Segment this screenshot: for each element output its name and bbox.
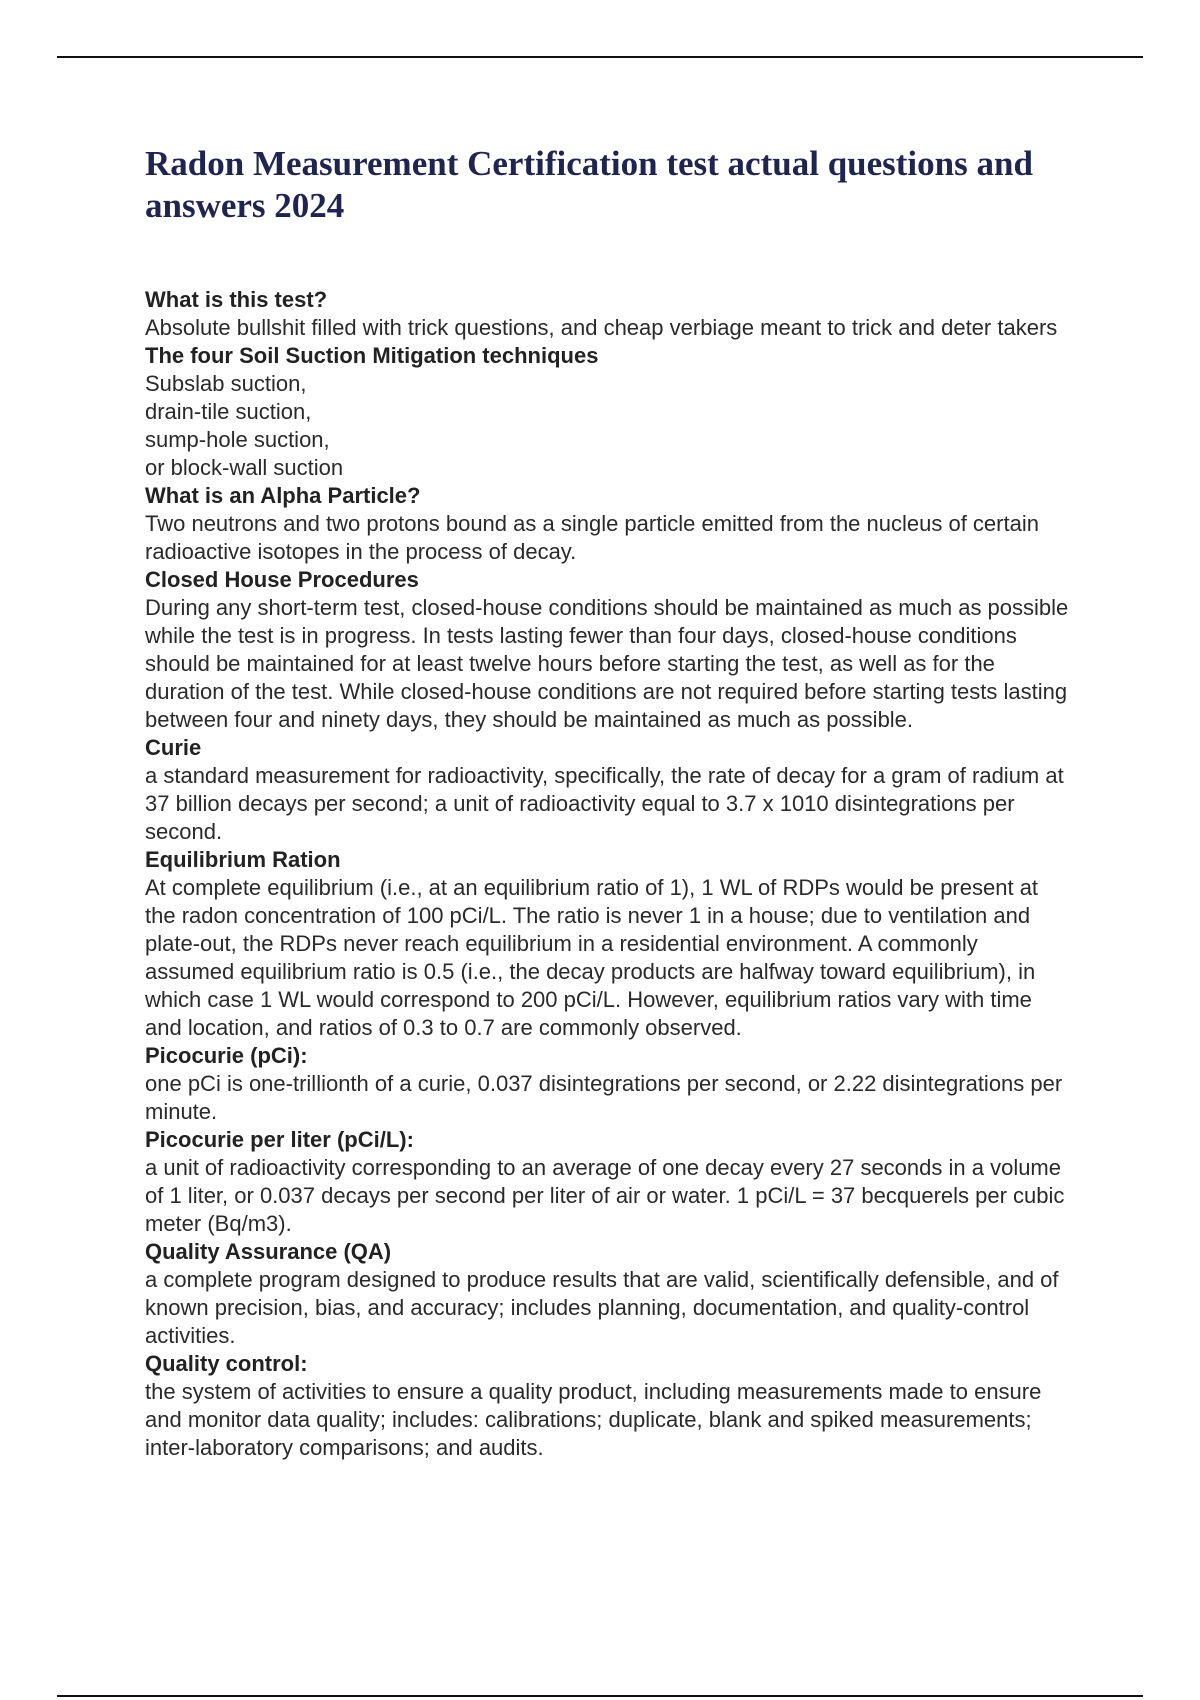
answer-line: a standard measurement for radioactivity, specifically, the rate of decay for a gram of radium at 37 billion decays per second; a unit of radioactivity equal to 3.7 x 1010 disintegrations per second. [145, 763, 1064, 844]
header-rule [57, 56, 1143, 58]
answer-text [145, 874, 1070, 1042]
answer-line: sump-hole suction, [145, 427, 330, 452]
qa-entry [145, 846, 1070, 1042]
question-term: Picocurie (pCi): [145, 1043, 308, 1068]
qa-entry [145, 1350, 1070, 1462]
question-term: What is this test? [145, 287, 328, 312]
answer-text [145, 1154, 1070, 1238]
answer-text [145, 370, 1070, 482]
question-term: Curie [145, 735, 202, 760]
qa-entry [145, 342, 1070, 482]
answer-line: At complete equilibrium (i.e., at an equilibrium ratio of 1), 1 WL of RDPs would be present at the radon concentration of 100 pCi/L. The ratio is never 1 in a house; due to ventilation and plate-out, the RDPs never reach equilibrium in a residential environment. A commonly assumed equilibrium ratio is 0.5 (i.e., the decay products are halfway toward equilibrium), in which case 1 WL would correspond to 200 pCi/L. However, equilibrium ratios vary with time and location, and ratios of 0.3 to 0.7 are commonly observed. [145, 875, 1039, 1040]
qa-entry [145, 1238, 1070, 1350]
question-term: Picocurie per liter (pCi/L): [145, 1127, 414, 1152]
answer-text [145, 1070, 1070, 1126]
qa-list [145, 286, 1070, 1462]
qa-entry [145, 566, 1070, 734]
answer-line: Absolute bullshit filled with trick questions, and cheap verbiage meant to trick and deter takers [145, 315, 1058, 340]
answer-line: Subslab suction, [145, 371, 307, 396]
question-term: What is an Alpha Particle? [145, 483, 421, 508]
answer-text [145, 1378, 1070, 1462]
answer-line: the system of activities to ensure a quality product, including measurements made to ensure and monitor data quality; includes: calibrations; duplicate, blank and spiked measurements; inter-laboratory comparisons; and audits. [145, 1379, 1042, 1460]
answer-line: a complete program designed to produce results that are valid, scientifically defensible, and of known precision, bias, and accuracy; includes planning, documentation, and quality-control activities. [145, 1267, 1059, 1348]
answer-line: a unit of radioactivity corresponding to an average of one decay every 27 seconds in a volume of 1 liter, or 0.037 decays per second per liter of air or water. 1 pCi/L = 37 becquerels per cubic meter (Bq/m3). [145, 1155, 1065, 1236]
answer-text [145, 510, 1070, 566]
qa-entry [145, 286, 1070, 342]
answer-line: one pCi is one-trillionth of a curie, 0.037 disintegrations per second, or 2.22 disintegrations per minute. [145, 1071, 1063, 1124]
question-term: The four Soil Suction Mitigation techniques [145, 343, 599, 368]
qa-entry [145, 1126, 1070, 1238]
answer-text [145, 314, 1070, 342]
answer-line: drain-tile suction, [145, 399, 312, 424]
question-term: Quality Assurance (QA) [145, 1239, 392, 1264]
answer-line: Two neutrons and two protons bound as a single particle emitted from the nucleus of certain radioactive isotopes in the process of decay. [145, 511, 1039, 564]
qa-entry [145, 1042, 1070, 1126]
qa-entry [145, 482, 1070, 566]
question-term: Quality control: [145, 1351, 308, 1376]
footer-rule [57, 1695, 1143, 1697]
answer-line: or block-wall suction [145, 455, 344, 480]
answer-text [145, 1266, 1070, 1350]
answer-line: During any short-term test, closed-house conditions should be maintained as much as possible while the test is in progress. In tests lasting fewer than four days, closed-house conditions should be maintained for at least twelve hours before starting the test, as well as for the duration of the test. While closed-house conditions are not required before starting tests lasting between four and ninety days, they should be maintained as much as possible. [145, 595, 1069, 732]
page-title: Radon Measurement Certification test actual questions and answers 2024 [145, 144, 1033, 225]
answer-text [145, 594, 1070, 734]
question-term: Closed House Procedures [145, 567, 419, 592]
qa-entry [145, 734, 1070, 846]
answer-text [145, 762, 1070, 846]
question-term: Equilibrium Ration [145, 847, 341, 872]
